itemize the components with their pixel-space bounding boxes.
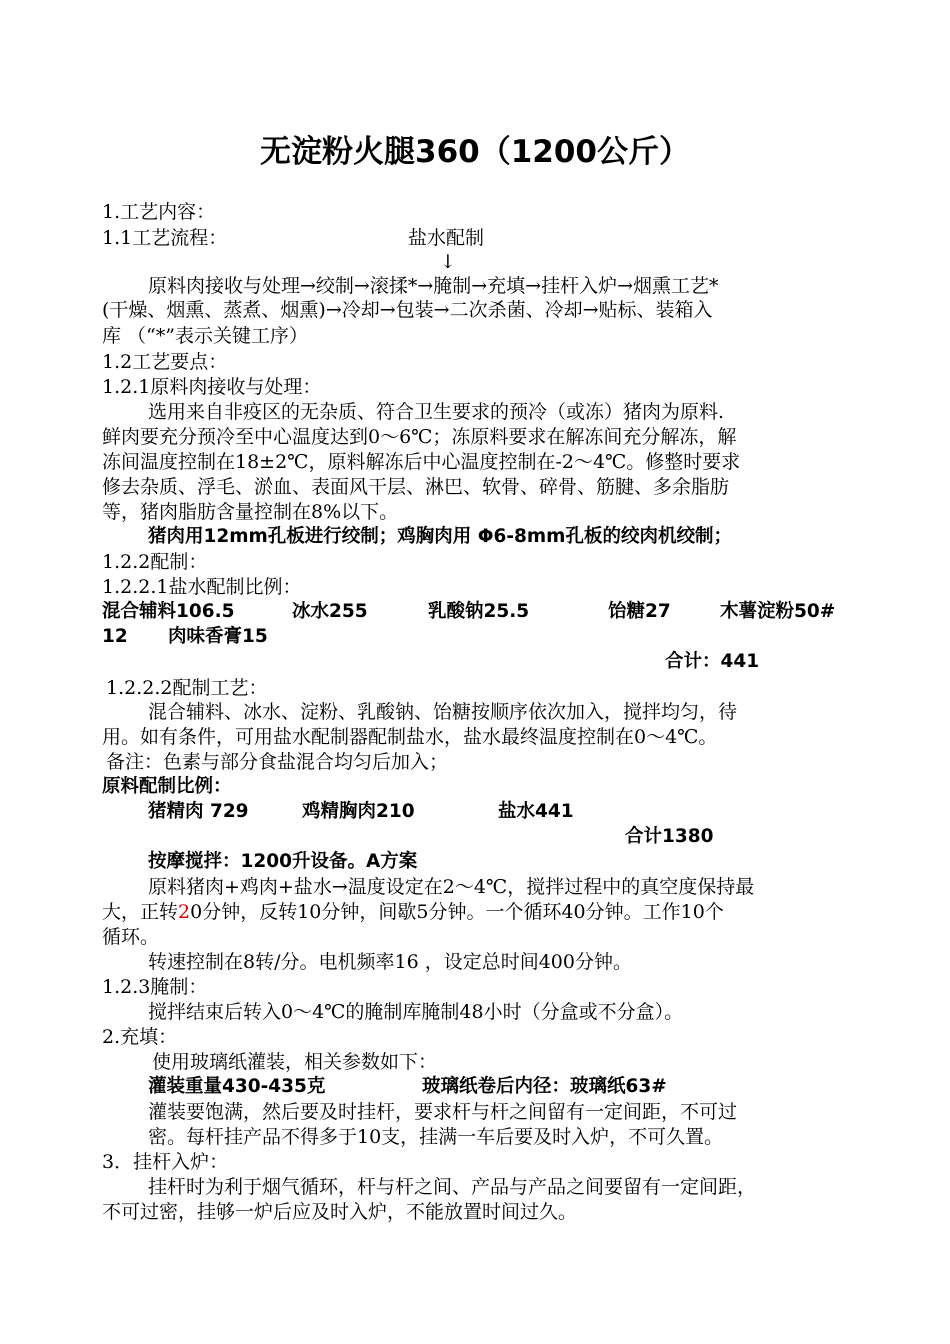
paragraph-line: 不可过密，挂够一炉后应及时入炉，不能放置时间过久。	[102, 1201, 578, 1223]
down-arrow-icon: ↓	[440, 251, 456, 273]
section-heading: 原料配制比例：	[102, 776, 232, 797]
paragraph-line: 混合辅料、冰水、淀粉、乳酸钠、饴糖按顺序依次加入，搅拌均匀，待	[148, 701, 738, 723]
paragraph-line: 等，猪肉脂肪含量控制在8%以下。	[102, 501, 399, 523]
filling-weight: 灌装重量430-435克	[148, 1076, 326, 1097]
ingredient-item: 混合辅料106.5	[102, 601, 235, 622]
grinding-note: 猪肉用12mm孔板进行绞制；鸡胸肉用 Φ6-8mm孔板的绞肉机绞制；	[148, 526, 732, 547]
brine-total: 合计：441	[665, 651, 760, 672]
brine-label: 盐水配制	[408, 227, 485, 249]
paragraph-line: 灌装要饱满，然后要及时挂杆，要求杆与杆之间留有一定间距，不可过	[148, 1101, 738, 1123]
paragraph-line: 选用来自非疫区的无杂质、符合卫生要求的预冷（或冻）猪肉为原料.	[148, 401, 725, 423]
paragraph-line: 鲜肉要充分预冷至中心温度达到0～6℃；冻原料要求在解冻间充分解冻，解	[102, 426, 737, 448]
section-heading: 1.2工艺要点：	[102, 351, 228, 373]
meat-total: 合计1380	[625, 826, 714, 847]
ingredient-item: 乳酸钠25.5	[428, 601, 530, 622]
section-heading: 1.工艺内容：	[102, 201, 216, 223]
page-title: 无淀粉火腿360（1200公斤）	[260, 134, 690, 170]
section-heading: 1.2.1原料肉接收与处理：	[102, 376, 322, 398]
section-heading: 1.2.2.1盐水配制比例：	[102, 576, 302, 598]
paragraph-line: 密。每杆挂产品不得多于10支，挂满一车后要及时入炉，不可久置。	[148, 1126, 724, 1148]
paragraph-line: 原料猪肉+鸡肉+盐水→温度设定在2～4℃，搅拌过程中的真空度保持最	[148, 876, 755, 898]
section-heading: 1.2.2配制：	[102, 551, 208, 573]
section-heading: 2.充填：	[102, 1026, 178, 1048]
paragraph-line: 搅拌结束后转入0～4℃的腌制库腌制48小时（分盒或不分盒）。	[148, 1001, 684, 1023]
ingredient-item: 饴糖27	[608, 601, 671, 622]
paragraph-line: 修去杂质、浮毛、淤血、表面风干层、淋巴、软骨、碎骨、筋腱、多余脂肪	[102, 476, 730, 498]
ingredient-item: 12	[102, 626, 128, 647]
ingredient-item: 猪精肉 729	[148, 801, 249, 822]
casing-diameter: 玻璃纸卷后内径：玻璃纸63#	[422, 1076, 667, 1097]
section-heading: 1.2.3腌制：	[102, 976, 208, 998]
ingredient-item: 盐水441	[498, 801, 574, 822]
ingredient-item: 鸡精胸肉210	[302, 801, 415, 822]
paragraph-line: 挂杆时为利于烟气循环，杆与杆之间、产品与产品之间要留有一定间距，	[148, 1176, 757, 1198]
ingredient-item: 木薯淀粉50#	[720, 601, 836, 622]
tumbling-heading: 按摩搅拌：1200升设备。A方案	[148, 851, 418, 872]
paragraph-line: 使用玻璃纸灌装，相关参数如下：	[152, 1051, 438, 1073]
ingredient-item: 冰水255	[292, 601, 368, 622]
paragraph-line: 循环。	[102, 926, 160, 948]
process-flow-text: 原料肉接收与处理→绞制→滚揉*→腌制→充填→挂杆入炉→烟熏工艺*	[148, 275, 719, 297]
section-heading: 1.2.2.2配制工艺：	[106, 677, 268, 699]
process-flow-text: 库 （“*”表示关键工序）	[102, 325, 308, 347]
text-run: 大，正转	[102, 901, 179, 923]
note-line: 备注：色素与部分食盐混合均匀后加入；	[106, 751, 449, 773]
text-run: 0分钟，反转10分钟，间歇5分钟。一个循环40分钟。工作10个	[190, 901, 724, 923]
paragraph-line: 用。如有条件，可用盐水配制器配制盐水，盐水最终温度控制在0～4℃。	[102, 726, 718, 748]
paragraph-line: 冻间温度控制在18±2℃，原料解冻后中心温度控制在-2～4℃。修整时要求	[102, 451, 741, 473]
process-flow-text: (干燥、烟熏、蒸煮、烟熏)→冷却→包装→二次杀菌、冷却→贴标、装箱入	[102, 299, 713, 321]
paragraph-line: 转速控制在8转/分。电机频率16 ，设定总时间400分钟。	[148, 951, 632, 973]
paragraph-line	[102, 900, 724, 924]
section-heading: 3．挂杆入炉：	[102, 1151, 229, 1173]
section-heading: 1.1工艺流程：	[102, 227, 228, 249]
highlighted-digit: 2	[178, 901, 191, 923]
ingredient-item: 肉味香膏15	[168, 626, 268, 647]
